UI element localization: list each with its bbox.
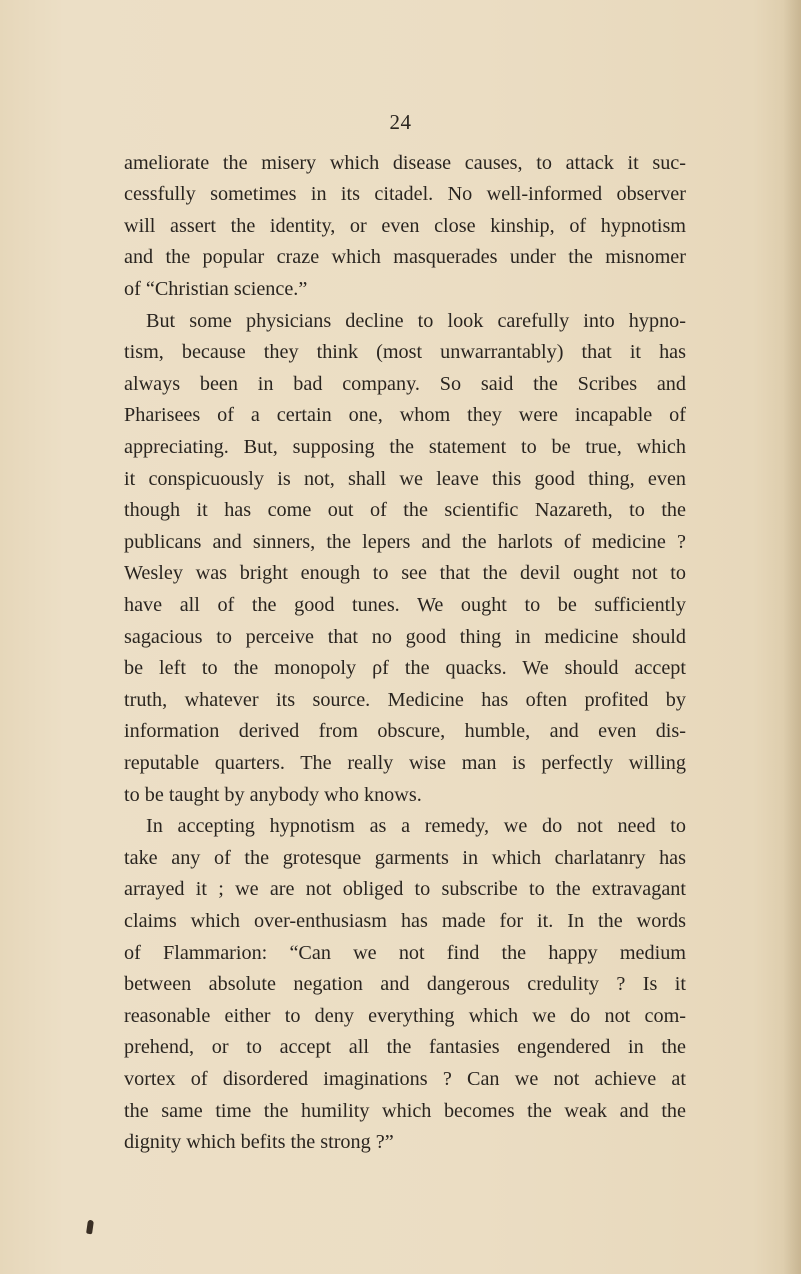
- text-line: truth, whatever its source. Medicine has often profited by: [124, 689, 686, 711]
- text-line: claims which over-enthusiasm has made for it. In the words: [124, 910, 686, 932]
- text-line: have all of the good tunes. We ought to be sufficiently: [124, 594, 686, 616]
- text-line: though it has come out of the scientific Nazareth, to the: [124, 499, 686, 521]
- ink-blot-mark: [86, 1220, 94, 1235]
- text-line: be left to the monopoly ρf the quacks. We should accept: [124, 657, 686, 679]
- text-line: always been in bad company. So said the Scribes and: [124, 373, 686, 395]
- text-line: to be taught by anybody who knows.: [124, 784, 422, 806]
- text-line: of Flammarion: “Can we not find the happy medium: [124, 942, 686, 964]
- page-number: 24: [389, 110, 412, 134]
- text-line: appreciating. But, supposing the statement to be true, which: [124, 436, 686, 458]
- text-line: publicans and sinners, the lepers and the harlots of medicine ?: [124, 531, 686, 553]
- text-line: dignity which befits the strong ?”: [124, 1131, 394, 1153]
- text-line: Pharisees of a certain one, whom they were incapable of: [124, 404, 686, 426]
- text-line: But some physicians decline to look carefully into hypno-: [146, 310, 686, 332]
- page-edge-shadow: [783, 0, 801, 1274]
- text-line: prehend, or to accept all the fantasies engendered in the: [124, 1036, 686, 1058]
- text-line: take any of the grotesque garments in which charlatanry has: [124, 847, 686, 869]
- text-line: ameliorate the misery which disease causes, to attack it suc-: [124, 152, 686, 174]
- text-line: tism, because they think (most unwarrantably) that it has: [124, 341, 686, 363]
- text-line: sagacious to perceive that no good thing in medicine should: [124, 626, 686, 648]
- text-line: cessfully sometimes in its citadel. No well-informed observer: [124, 183, 686, 205]
- text-line: Wesley was bright enough to see that the devil ought not to: [124, 562, 686, 584]
- text-line: vortex of disordered imaginations ? Can we not achieve at: [124, 1068, 686, 1090]
- text-line: of “Christian science.”: [124, 278, 308, 300]
- text-line: information derived from obscure, humble, and even dis-: [124, 720, 686, 742]
- text-line: and the popular craze which masquerades under the misnomer: [124, 246, 686, 268]
- text-line: between absolute negation and dangerous credulity ? Is it: [124, 973, 686, 995]
- text-line: reputable quarters. The really wise man is perfectly willing: [124, 752, 686, 774]
- text-line: arrayed it ; we are not obliged to subscribe to the extravagant: [124, 878, 686, 900]
- text-line: it conspicuously is not, shall we leave this good thing, even: [124, 468, 686, 490]
- text-line: the same time the humility which becomes the weak and the: [124, 1100, 686, 1122]
- text-line: In accepting hypnotism as a remedy, we do not need to: [146, 815, 686, 837]
- text-line: will assert the identity, or even close kinship, of hypnotism: [124, 215, 686, 237]
- text-line: reasonable either to deny everything which we do not com-: [124, 1005, 686, 1027]
